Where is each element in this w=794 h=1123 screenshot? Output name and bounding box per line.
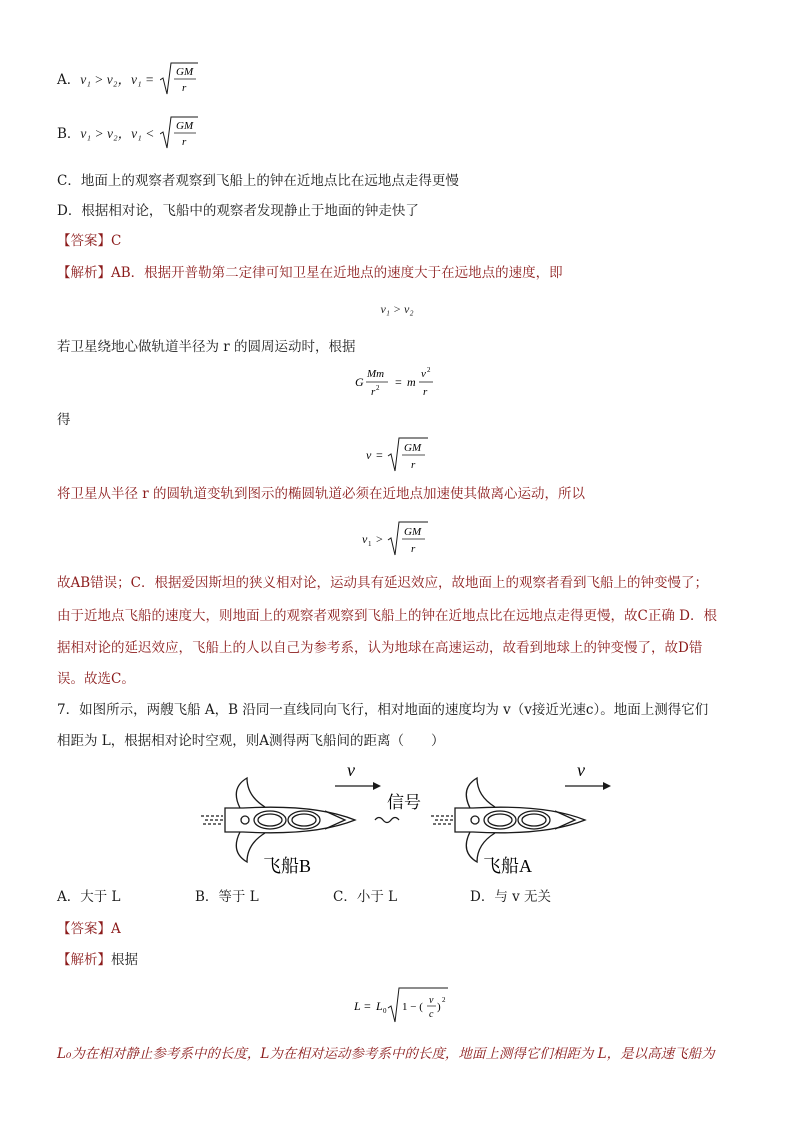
velocity-arrow-b: [335, 760, 381, 790]
svg-text:r: r: [182, 82, 187, 94]
svg-text:): ): [437, 1001, 441, 1013]
equation-v1-gt-v2: v₁ > v₂: [380, 302, 414, 316]
question-7-line2: 相距为 L，根据相对论时空观，则A测得两飞船间的距离（ ）: [57, 733, 445, 749]
explanation-7-last: L₀为在相对静止参考系中的长度，L为在相对运动参考系中的长度，地面上测得它们相距为 L，是以高速飞船为: [57, 1046, 715, 1062]
equation-length-contraction: [354, 984, 454, 1026]
svg-text:c: c: [429, 1009, 434, 1020]
option-b: [57, 124, 154, 144]
q7-option-d: D．与 v 无关: [470, 889, 552, 905]
rocket-b-icon: [201, 778, 355, 862]
svg-text:>: >: [376, 532, 383, 546]
svg-text:v: v: [366, 448, 372, 462]
svg-text:v: v: [429, 995, 434, 1006]
option-c: C．地面上的观察者观察到飞船上的钟在近地点比在远地点走得更慢: [57, 173, 459, 189]
svg-text:v: v: [362, 532, 368, 546]
svg-text:GM: GM: [404, 442, 422, 454]
svg-text:=: =: [364, 999, 371, 1013]
svg-text:r: r: [371, 386, 376, 398]
svg-text:Mm: Mm: [367, 368, 385, 380]
svg-text:r: r: [182, 136, 187, 148]
option-a-expr: v₁ > v₂，v₁ =: [80, 72, 155, 87]
svg-text:GM: GM: [176, 120, 194, 132]
svg-text:2: 2: [442, 996, 446, 1004]
svg-text:0: 0: [383, 1007, 387, 1015]
answer-7: 【答案】A: [57, 921, 121, 937]
answer-6: 【答案】C: [57, 233, 122, 249]
svg-text:G: G: [355, 375, 364, 389]
velocity-arrow-a: [565, 760, 611, 790]
explanation-6-line2: 若卫星绕地心做轨道半径为 r 的圆周运动时，根据: [57, 339, 356, 355]
svg-text:1 − (: 1 − (: [402, 1001, 423, 1013]
svg-text:v: v: [421, 368, 426, 380]
explanation-7-head: 【解析】: [57, 952, 111, 968]
option-a: [57, 70, 154, 90]
q7-option-a: A．大于 L: [57, 889, 121, 905]
svg-text:GM: GM: [404, 526, 422, 538]
signal-label: 信号: [387, 793, 421, 812]
svg-text:2: 2: [376, 384, 380, 392]
q7-option-c: C．小于 L: [333, 889, 398, 905]
svg-text:m: m: [407, 375, 416, 389]
svg-text:=: =: [376, 448, 383, 462]
svg-text:L: L: [354, 999, 361, 1013]
option-a-label: A．: [57, 72, 81, 88]
question-7-line1: 7．如图所示，两艘飞船 A，B 沿同一直线同向飞行，相对地面的速度均为 v（v接近光速c）。地面上测得它们: [57, 702, 709, 718]
explanation-6-line4: 将卫星从半径 r 的圆轨道变轨到图示的椭圆轨道必须在近地点加速使其做离心运动，所以: [57, 486, 586, 502]
option-b-label: B．: [57, 126, 81, 142]
explanation-6-line1: [57, 263, 563, 283]
svg-text:L: L: [376, 999, 383, 1013]
explanation-head: 【解析】: [57, 265, 111, 281]
svg-text:=: =: [395, 375, 402, 389]
rocket-a-icon: [431, 778, 585, 862]
option-a-sqrt: [160, 60, 200, 98]
equation-v1-gt-sqrt: [362, 518, 442, 558]
equation-v-sqrt: [366, 434, 436, 474]
explanation-6-line8: 误。故选C。: [57, 671, 135, 687]
spaceship-figure: [195, 758, 615, 880]
svg-text:r: r: [411, 543, 416, 555]
ship-b-label: 飞船B: [263, 856, 312, 876]
explanation-7-lead: [57, 950, 138, 970]
explanation-6-line3: 得: [57, 412, 71, 428]
svg-text:r: r: [423, 386, 428, 398]
explanation-6-line6: 由于近地点飞船的速度大，则地面上的观察者观察到飞船上的钟在近地点比在远地点走得更慢，故C正确 D．根: [57, 608, 717, 624]
svg-text:GM: GM: [176, 66, 194, 78]
explanation-6-line7: 据相对论的延迟效应，飞船上的人以自己为参考系，认为地球在高速运动，故看到地球上的钟变慢了，故D错: [57, 640, 703, 656]
option-b-expr: v₁ > v₂，v₁ <: [80, 126, 155, 141]
svg-text:2: 2: [427, 366, 431, 374]
velocity-label-b: v: [347, 760, 355, 780]
svg-text:1: 1: [368, 540, 372, 548]
svg-text:r: r: [411, 459, 416, 471]
q7-option-b: B．等于 L: [195, 889, 259, 905]
signal-wave-icon: [375, 818, 399, 823]
velocity-label-a: v: [577, 760, 585, 780]
explanation-text: AB．根据开普勒第二定律可知卫星在近地点的速度大于在远地点的速度，即: [111, 265, 563, 281]
explanation-7-lead-text: 根据: [111, 952, 138, 968]
option-d: D．根据相对论，飞船中的观察者发现静止于地面的钟走快了: [57, 203, 419, 219]
option-b-sqrt: [160, 114, 200, 152]
explanation-6-line5: 故AB错误；C．根据爱因斯坦的狭义相对论，运动具有延迟效应，故地面上的观察者看到飞船上的钟变慢了；: [57, 575, 708, 591]
ship-a-label: 飞船A: [483, 856, 532, 876]
equation-gravity: [355, 362, 445, 402]
